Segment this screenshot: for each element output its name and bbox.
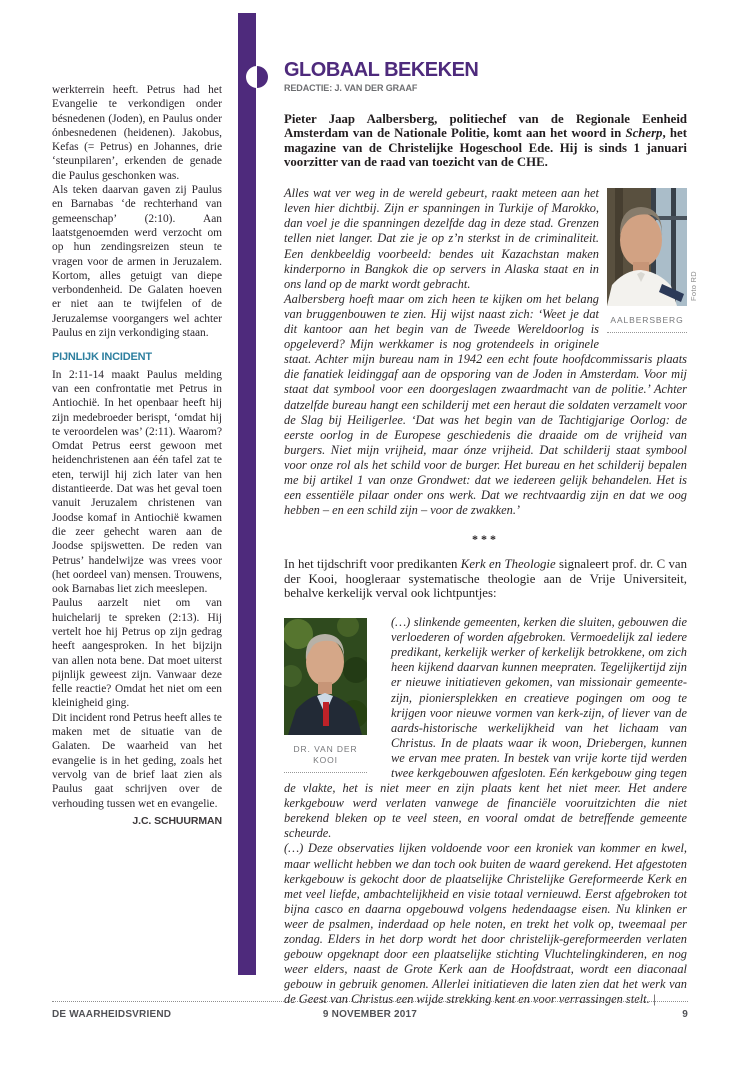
section-bullet-icon xyxy=(246,66,268,88)
footer-magazine-name: DE WAARHEIDSVRIEND xyxy=(52,1009,172,1020)
quote-van-der-kooi xyxy=(284,615,687,1007)
photo-caption-van-der-kooi xyxy=(284,744,367,766)
portrait-van-der-kooi-image xyxy=(284,618,367,735)
left-paragraph: werkterrein heeft. Petrus had het Evangelie te verkondigen onder bésnedenen (Joden), en Paulus onder ónbesnedenen (heidenen). Jakobus, Kefas (= Petrus) en Johannes, drie ‘steunpilaren’, erkenden de genade die Paulus geschonken was. xyxy=(52,84,222,182)
quote-paragraph: Aalbersberg hoeft maar om zich heen te kijken om het belang van bruggenbouwen te zien. Hij wijst naast zich: ‘Weet je dat dit kantoor aan het begin van de Tweede Wereldoorlog is opgeleverd? Mijn werkkamer is nog grotendeels in originele staat. Achter mijn bureau nam in 1942 een echt foute hoofdcommissaris plaats die fanatiek leidinggaf aan de opsporing van de Joden in Amsterdam. Voor mij staat dat symbool voor een doorgeslagen zwaardmacht van de politie.’ Achter datzelfde bureau hangt een schilderij met een heraut die soldaten verzamelt voor de Slag bij Heiligerlee. ‘Dat was het begin van de Tachtigjarige Oorlog: de eerste oorlog in de Europese geschiedenis die draaide om de vrijheid van burgers. Niet mijn vrijheid, maar ónze vrijheid. Dat schilderij staat symbool voor onze rol als het schild voor de burger. Het bureau en het schilderij bepalen me bij artikel 1 van onze Grondwet: dat we iedereen gelijk behandelen. Het is een essentiële pilaar onder ons werk. Dat we rechtvaardig zijn en dat we oog hebben – en een schild zijn – voor de zwakken.’ xyxy=(284,291,687,518)
main-article-column xyxy=(284,59,698,1007)
section-separator: *** xyxy=(472,532,499,547)
photo-van-der-kooi xyxy=(284,618,367,773)
quote-paragraph: Alles wat ver weg in de wereld gebeurt, raakt meteen aan het leven hier dichtbij. Zijn er spanningen in Turkije of Marokko, dan voel je die spanningen dezelfde dag in deze stad. Grenzen tellen niet langer. Dat zie je op z’n sterkst in de criminaliteit. Een denkbeeldig voorbeeld: bendes uit Kazachstan maken kinderporno in Bangkok die op servers in Alaska staat en in ons land op de markt wordt gebracht. xyxy=(284,186,599,291)
bullet-half-white xyxy=(246,66,257,88)
kooi-intro-text: In het tijdschrift voor predikanten xyxy=(284,557,461,572)
article-title: GLOBAAL BEKEKEN xyxy=(284,59,479,81)
photo-aalbersberg xyxy=(607,188,698,333)
footer-date: 9 NOVEMBER 2017 xyxy=(322,1009,418,1020)
kooi-intro-text: signaleert prof. dr. C van der Kooi, hoogleraar systematische theologie aan de Vrije Universiteit, behalve kerkelijk verval ook lichtpuntjes: xyxy=(284,557,687,601)
left-article-column xyxy=(52,83,222,828)
quote-paragraph: (…) Deze observaties lijken voldoende voor een kroniek van kommer en kwel, maar wellicht hebben we dan toch ook buiten de waard gerekend. Het afgestoten kerkgebouw is gekocht door de plaatselijke Christelijke Gereformeerde Kerk en met veel liefde, ambachtelijkheid en visie totaal vernieuwd. Eerst afgebroken tot bijna casco en daarna opgebouwd volgens hedendaagse eisen. Nu klinken er weer de psalmen, inderdaad op hele noten, en trekt het volk op, tweemaal per zondag. Elders in het dorp wordt het door christelijk-gereformeerden verlaten gebouw opgeknapt door een plaatselijke stichting Vluchtelingkinderen, en nog weer elders, naast de Grote Kerk aan de Hoofdstraat, wordt een diaconaal gebouw in gebruik genomen. Allerlei initiatieven die laten zien dat het werk van de Geest van Christus een wijde strekking kent en voor verrassingen stelt. | xyxy=(284,841,687,1007)
quote-paragraph: (…) slinkende gemeenten, kerken die sluiten, gebouwen die verloederen of worden afgebroken. Vermoedelijk zal iedere predikant, kerkelijk werker of kerkelijk betrokkene, om zich heen kijkend daarvan kunnen meepraten. Tegelijkertijd zijn er nieuwe initiatieven gekomen, van missionair gemeente-zijn, pioniersplekken en creatieve pogingen om oog te krijgen voor nieuwe vormen van kerk-zijn, of liever van de aards-historische werkelijkheid van het lichaam van Christus. In de plaats waar ik woon, Driebergen, kunnen we ervan mee praten. In bestek van vrije korte tijd werden twee kerkgebouwen afgesloten. Eén kerkgebouw ging tegen de vlakte, het is niet meer en zijn plaats kent het niet meer. Het andere kerkgebouw werd verlaten vanwege de financiële vooruitzichten die niet berekend bleken op te veel steen, en vooral omdat de betreffende gemeente scheurde. xyxy=(284,615,687,841)
bullet-half-purple xyxy=(257,66,268,88)
page-footer xyxy=(52,1001,688,1020)
author-byline: J.C. SCHUURMAN xyxy=(132,814,222,827)
left-paragraph: Paulus aarzelt niet om van huichelarij te spreken (2:13). Hij vertelt hoe hij Petrus op zijn gedrag heeft aangesproken. In het bijzijn van allen nota bene. Dat moet uiterst pijnlijk geweest zijn. Vanwaar deze felle reactie? Omdat het niet om een kleinigheid ging. xyxy=(52,597,222,710)
photo-caption-aalbersberg: AALBERSBERG xyxy=(610,315,684,326)
intro-text: Pieter Jaap Aalbersberg, politiechef van de Regionale Eenheid Amsterdam van de Nationale Politie, komt aan het woord in xyxy=(284,112,687,141)
magazine-title-scherp: Scherp xyxy=(625,126,663,141)
portrait-aalbersberg-image xyxy=(607,188,687,306)
article-intro xyxy=(284,112,687,169)
caption-line: DR. VAN DER xyxy=(293,744,358,755)
left-paragraph: In 2:11-14 maakt Paulus melding van een confrontatie met Petrus in Antiochië. In het openbaar heeft hij zijn medebroeder berispt, ‘omdat hij te veroordelen was’ (2:11). Waarom? Omdat Petrus eerst gewoon met heidenchristenen aan één tafel zat te eten, terwijl hij zich later van hen distantieerde. Dat was het geval toen vanuit Jeruzalem christenen van Joodse komaf in Antiochië kwamen die zeer gehecht waren aan de Joodse spijswetten. De reden van Petrus’ handelwijze was vrees voor (het oordeel van) mensen. Trouwens, ook Barnabas liet zich meeslepen. xyxy=(52,368,222,596)
section-accent-bar xyxy=(238,13,256,975)
left-paragraph: Als teken daarvan gaven zij Paulus en Barnabas ‘de rechterhand van gemeenschap’ (2:10). Aan laatstgenoemden werd verzocht om op hun zendingsreizen steun te vragen voor de armen in Jeruzalem. Kortom, alles getuigt van diepe verbondenheid. De Galaten hoeven er niet aan te twijfelen of de Jeruzalemse voorgangers wel achter Paulus en zijn verkondiging staan. xyxy=(52,184,222,340)
editor-line: REDACTIE: J. VAN DER GRAAF xyxy=(284,83,418,93)
quote-aalbersberg xyxy=(284,186,698,518)
photo-credit: Foto RD xyxy=(688,271,698,302)
kooi-intro xyxy=(284,557,687,601)
caption-divider xyxy=(284,772,367,773)
journal-title-kerk-en-theologie: Kerk en Theologie xyxy=(460,557,556,572)
caption-line: KOOI xyxy=(313,755,338,766)
intro-text: , het magazine van de Christelijke Hogeschool Ede. Hij is sinds 1 januari voorzitter van de raad van toezicht van de CHE. xyxy=(284,126,687,169)
footer-page-number: 9 xyxy=(682,1009,688,1020)
section-heading-pijnlijk-incident: PIJNLIJK INCIDENT xyxy=(52,351,152,364)
left-paragraph: Dit incident rond Petrus heeft alles te maken met de situatie van de Galaten. De waarheid van het evangelie is in het geding, zoals het vervolg van de brief laat zien als Paulus gaat schrijven over de verhouding tussen wet en evangelie. xyxy=(52,711,222,810)
caption-divider xyxy=(607,332,687,333)
